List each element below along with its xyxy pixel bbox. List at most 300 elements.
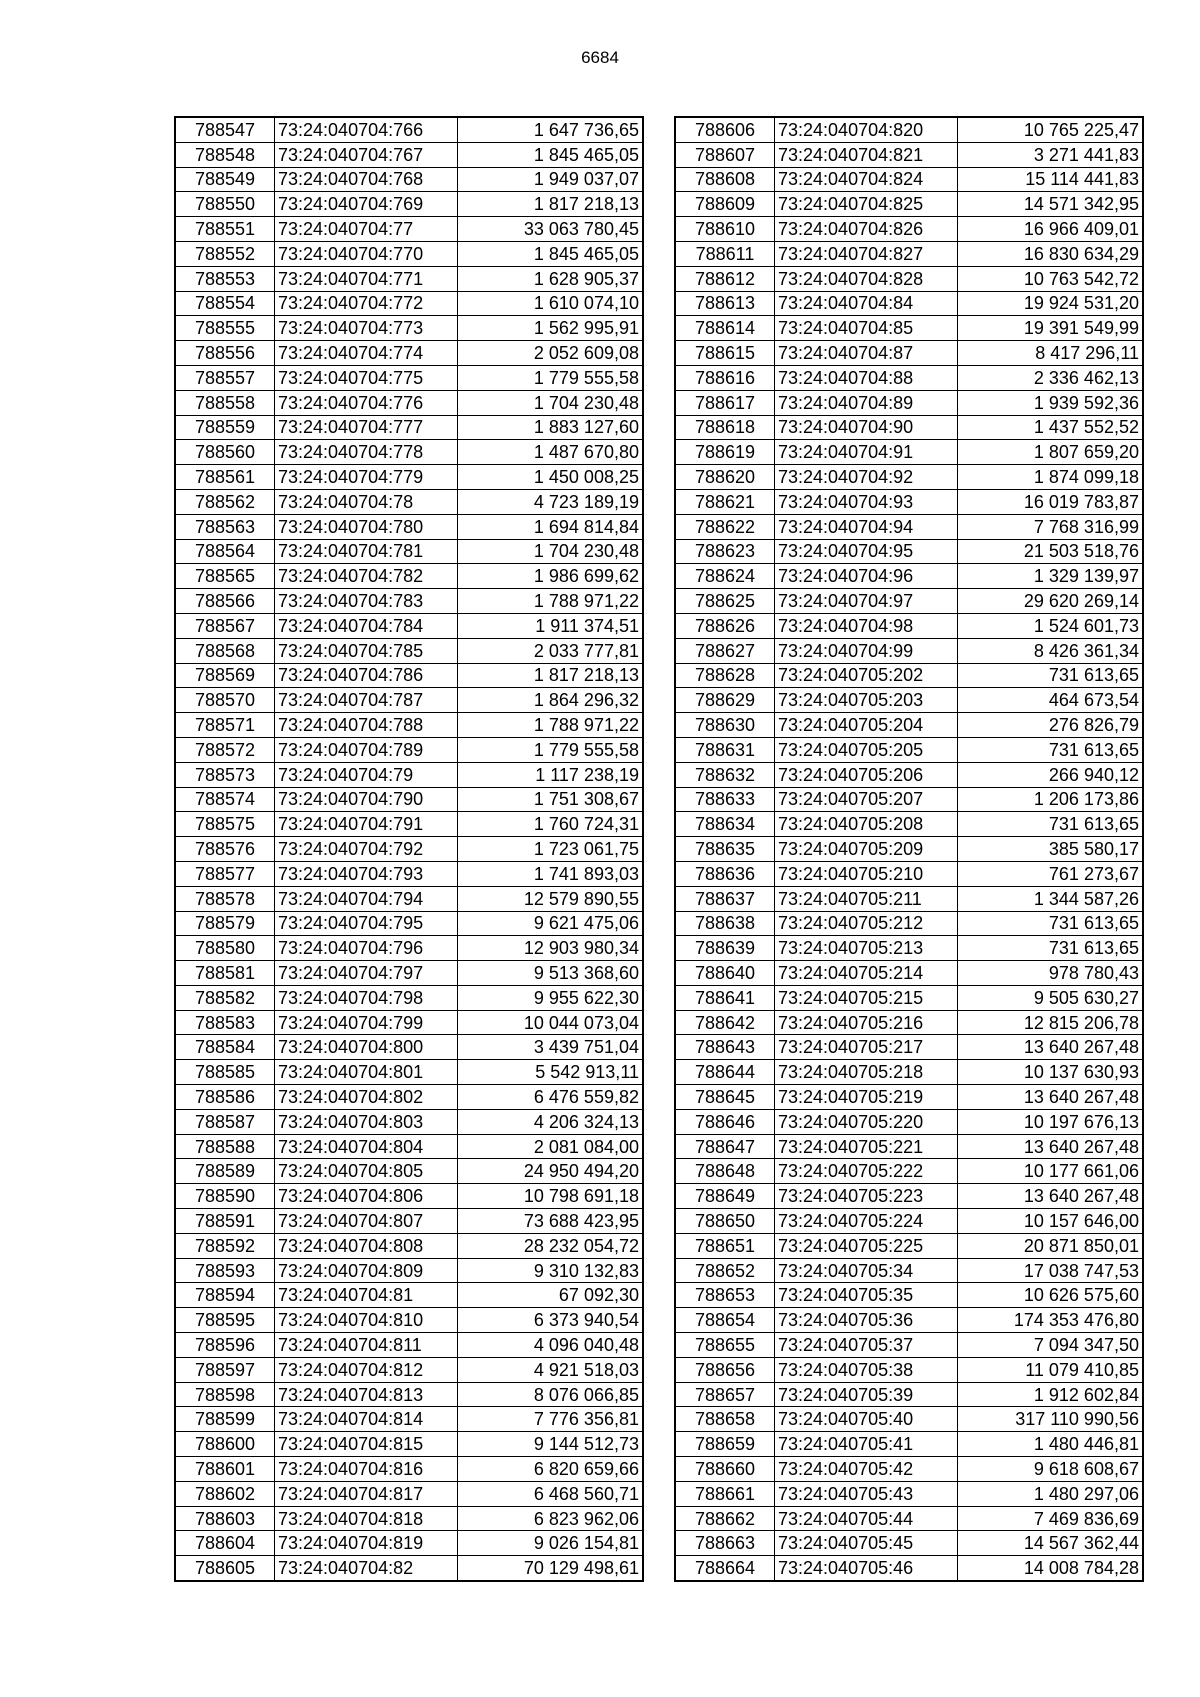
table-row — [675, 1531, 1143, 1556]
row-number-cell: 788653 — [675, 1283, 775, 1308]
table-row — [675, 762, 1143, 787]
cadastral-number-cell: 73:24:040705:40 — [775, 1407, 958, 1432]
value-cell: 1 647 736,65 — [458, 117, 644, 142]
row-number-cell: 788555 — [175, 316, 275, 341]
value-cell: 4 206 324,13 — [458, 1109, 644, 1134]
cadastral-number-cell: 73:24:040704:79 — [275, 762, 458, 787]
value-cell: 14 567 362,44 — [958, 1531, 1144, 1556]
cadastral-number-cell: 73:24:040705:212 — [775, 911, 958, 936]
cadastral-number-cell: 73:24:040705:218 — [775, 1060, 958, 1085]
row-number-cell: 788568 — [175, 638, 275, 663]
cadastral-number-cell: 73:24:040704:774 — [275, 341, 458, 366]
value-cell: 9 310 132,83 — [458, 1258, 644, 1283]
table-row — [175, 1283, 643, 1308]
cadastral-number-cell: 73:24:040704:821 — [775, 142, 958, 167]
cadastral-number-cell: 73:24:040704:783 — [275, 589, 458, 614]
table-row — [175, 762, 643, 787]
value-cell: 67 092,30 — [458, 1283, 644, 1308]
value-cell: 11 079 410,85 — [958, 1357, 1144, 1382]
table-row — [675, 1481, 1143, 1506]
cadastral-number-cell: 73:24:040704:776 — [275, 390, 458, 415]
cadastral-number-cell: 73:24:040704:807 — [275, 1209, 458, 1234]
row-number-cell: 788556 — [175, 341, 275, 366]
row-number-cell: 788582 — [175, 985, 275, 1010]
table-row — [675, 1184, 1143, 1209]
cadastral-number-cell: 73:24:040704:799 — [275, 1010, 458, 1035]
cadastral-number-cell: 73:24:040704:793 — [275, 861, 458, 886]
row-number-cell: 788627 — [675, 638, 775, 663]
value-cell: 21 503 518,76 — [958, 539, 1144, 564]
row-number-cell: 788596 — [175, 1333, 275, 1358]
row-number-cell: 788602 — [175, 1481, 275, 1506]
cadastral-number-cell: 73:24:040704:810 — [275, 1308, 458, 1333]
cadastral-number-cell: 73:24:040704:766 — [275, 117, 458, 142]
row-number-cell: 788638 — [675, 911, 775, 936]
table-row — [175, 390, 643, 415]
cadastral-number-cell: 73:24:040705:219 — [775, 1085, 958, 1110]
table-row — [175, 316, 643, 341]
value-cell: 12 815 206,78 — [958, 1010, 1144, 1035]
value-cell: 12 579 890,55 — [458, 886, 644, 911]
row-number-cell: 788590 — [175, 1184, 275, 1209]
value-cell: 70 129 498,61 — [458, 1556, 644, 1581]
cadastral-number-cell: 73:24:040704:85 — [775, 316, 958, 341]
value-cell: 1 751 308,67 — [458, 787, 644, 812]
value-cell: 1 788 971,22 — [458, 713, 644, 738]
cadastral-number-cell: 73:24:040705:210 — [775, 861, 958, 886]
table-row — [675, 861, 1143, 886]
row-number-cell: 788558 — [175, 390, 275, 415]
cadastral-number-cell: 73:24:040704:778 — [275, 440, 458, 465]
table-row — [675, 1209, 1143, 1234]
value-cell: 16 966 409,01 — [958, 217, 1144, 242]
row-number-cell: 788604 — [175, 1531, 275, 1556]
cadastral-number-cell: 73:24:040704:88 — [775, 365, 958, 390]
table-row — [175, 861, 643, 886]
value-cell: 14 008 784,28 — [958, 1556, 1144, 1581]
row-number-cell: 788547 — [175, 117, 275, 142]
cadastral-number-cell: 73:24:040705:44 — [775, 1506, 958, 1531]
cadastral-number-cell: 73:24:040705:216 — [775, 1010, 958, 1035]
cadastral-number-cell: 73:24:040704:809 — [275, 1258, 458, 1283]
cadastral-number-cell: 73:24:040704:93 — [775, 489, 958, 514]
cadastral-number-cell: 73:24:040704:818 — [275, 1506, 458, 1531]
table-row — [675, 489, 1143, 514]
cadastral-number-cell: 73:24:040704:795 — [275, 911, 458, 936]
value-cell: 1 779 555,58 — [458, 365, 644, 390]
table-row — [675, 365, 1143, 390]
cadastral-number-cell: 73:24:040705:35 — [775, 1283, 958, 1308]
cadastral-number-cell: 73:24:040705:214 — [775, 961, 958, 986]
row-number-cell: 788615 — [675, 341, 775, 366]
row-number-cell: 788623 — [675, 539, 775, 564]
table-row — [175, 440, 643, 465]
row-number-cell: 788662 — [675, 1506, 775, 1531]
row-number-cell: 788578 — [175, 886, 275, 911]
table-row — [675, 589, 1143, 614]
cadastral-number-cell: 73:24:040704:782 — [275, 564, 458, 589]
cadastral-number-cell: 73:24:040704:826 — [775, 217, 958, 242]
table-row — [675, 713, 1143, 738]
row-number-cell: 788628 — [675, 663, 775, 688]
table-row — [675, 266, 1143, 291]
table-row — [675, 638, 1143, 663]
table-row — [175, 365, 643, 390]
value-cell: 33 063 780,45 — [458, 217, 644, 242]
table-row — [175, 1357, 643, 1382]
cadastral-number-cell: 73:24:040705:204 — [775, 713, 958, 738]
table-row — [175, 737, 643, 762]
table-row — [675, 1159, 1143, 1184]
cadastral-number-cell: 73:24:040704:805 — [275, 1159, 458, 1184]
value-cell: 4 921 518,03 — [458, 1357, 644, 1382]
table-row — [175, 1134, 643, 1159]
value-cell: 1 949 037,07 — [458, 167, 644, 192]
row-number-cell: 788606 — [675, 117, 775, 142]
value-cell: 761 273,67 — [958, 861, 1144, 886]
cadastral-number-cell: 73:24:040704:94 — [775, 514, 958, 539]
row-number-cell: 788645 — [675, 1085, 775, 1110]
value-cell: 317 110 990,56 — [958, 1407, 1144, 1432]
row-number-cell: 788605 — [175, 1556, 275, 1581]
table-row — [175, 167, 643, 192]
value-cell: 6 823 962,06 — [458, 1506, 644, 1531]
cadastral-number-cell: 73:24:040705:205 — [775, 737, 958, 762]
table-row — [675, 192, 1143, 217]
cadastral-number-cell: 73:24:040704:813 — [275, 1382, 458, 1407]
value-cell: 8 076 066,85 — [458, 1382, 644, 1407]
value-cell: 1 117 238,19 — [458, 762, 644, 787]
value-cell: 5 542 913,11 — [458, 1060, 644, 1085]
table-row — [175, 341, 643, 366]
row-number-cell: 788610 — [675, 217, 775, 242]
row-number-cell: 788609 — [675, 192, 775, 217]
value-cell: 1 628 905,37 — [458, 266, 644, 291]
cadastral-number-cell: 73:24:040704:780 — [275, 514, 458, 539]
value-cell: 9 505 630,27 — [958, 985, 1144, 1010]
cadastral-number-cell: 73:24:040704:78 — [275, 489, 458, 514]
row-number-cell: 788655 — [675, 1333, 775, 1358]
value-cell: 10 157 646,00 — [958, 1209, 1144, 1234]
table-row — [675, 1109, 1143, 1134]
cadastral-number-cell: 73:24:040705:222 — [775, 1159, 958, 1184]
table-row — [175, 812, 643, 837]
value-cell: 1 524 601,73 — [958, 613, 1144, 638]
cadastral-number-cell: 73:24:040704:770 — [275, 241, 458, 266]
table-row — [175, 1531, 643, 1556]
table-row — [675, 564, 1143, 589]
value-cell: 2 081 084,00 — [458, 1134, 644, 1159]
table-row — [675, 985, 1143, 1010]
cadastral-number-cell: 73:24:040705:225 — [775, 1233, 958, 1258]
cadastral-number-cell: 73:24:040704:785 — [275, 638, 458, 663]
row-number-cell: 788551 — [175, 217, 275, 242]
value-cell: 15 114 441,83 — [958, 167, 1144, 192]
cadastral-number-cell: 73:24:040704:84 — [775, 291, 958, 316]
row-number-cell: 788595 — [175, 1308, 275, 1333]
row-number-cell: 788581 — [175, 961, 275, 986]
value-cell: 9 513 368,60 — [458, 961, 644, 986]
row-number-cell: 788618 — [675, 415, 775, 440]
value-cell: 731 613,65 — [958, 812, 1144, 837]
value-cell: 1 694 814,84 — [458, 514, 644, 539]
value-cell: 1 912 602,84 — [958, 1382, 1144, 1407]
value-cell: 10 177 661,06 — [958, 1159, 1144, 1184]
row-number-cell: 788642 — [675, 1010, 775, 1035]
cadastral-number-cell: 73:24:040705:220 — [775, 1109, 958, 1134]
row-number-cell: 788624 — [675, 564, 775, 589]
table-row — [175, 1258, 643, 1283]
row-number-cell: 788584 — [175, 1035, 275, 1060]
value-cell: 13 640 267,48 — [958, 1035, 1144, 1060]
value-cell: 20 871 850,01 — [958, 1233, 1144, 1258]
table-row — [675, 1010, 1143, 1035]
cadastral-number-cell: 73:24:040705:34 — [775, 1258, 958, 1283]
table-row — [175, 1184, 643, 1209]
row-number-cell: 788608 — [675, 167, 775, 192]
value-cell: 7 776 356,81 — [458, 1407, 644, 1432]
value-cell: 10 626 575,60 — [958, 1283, 1144, 1308]
value-cell: 1 939 592,36 — [958, 390, 1144, 415]
cadastral-number-cell: 73:24:040704:801 — [275, 1060, 458, 1085]
row-number-cell: 788552 — [175, 241, 275, 266]
cadastral-number-cell: 73:24:040704:803 — [275, 1109, 458, 1134]
row-number-cell: 788612 — [675, 266, 775, 291]
row-number-cell: 788635 — [675, 837, 775, 862]
row-number-cell: 788663 — [675, 1531, 775, 1556]
cadastral-number-cell: 73:24:040705:209 — [775, 837, 958, 862]
table-row — [675, 837, 1143, 862]
cadastral-number-cell: 73:24:040705:41 — [775, 1432, 958, 1457]
value-cell: 24 950 494,20 — [458, 1159, 644, 1184]
table-row — [175, 266, 643, 291]
row-number-cell: 788611 — [675, 241, 775, 266]
value-cell: 1 986 699,62 — [458, 564, 644, 589]
value-cell: 2 033 777,81 — [458, 638, 644, 663]
row-number-cell: 788632 — [675, 762, 775, 787]
table-row — [175, 1085, 643, 1110]
row-number-cell: 788619 — [675, 440, 775, 465]
row-number-cell: 788639 — [675, 936, 775, 961]
value-cell: 3 439 751,04 — [458, 1035, 644, 1060]
cadastral-number-cell: 73:24:040704:808 — [275, 1233, 458, 1258]
cadastral-number-cell: 73:24:040705:208 — [775, 812, 958, 837]
table-row — [675, 1357, 1143, 1382]
table-row — [675, 1134, 1143, 1159]
table-row — [675, 936, 1143, 961]
value-cell: 1 864 296,32 — [458, 688, 644, 713]
value-cell: 29 620 269,14 — [958, 589, 1144, 614]
row-number-cell: 788594 — [175, 1283, 275, 1308]
cadastral-number-cell: 73:24:040704:768 — [275, 167, 458, 192]
cadastral-number-cell: 73:24:040705:38 — [775, 1357, 958, 1382]
row-number-cell: 788560 — [175, 440, 275, 465]
cadastral-number-cell: 73:24:040704:779 — [275, 465, 458, 490]
value-cell: 2 336 462,13 — [958, 365, 1144, 390]
cadastral-number-cell: 73:24:040704:786 — [275, 663, 458, 688]
table-row — [175, 1556, 643, 1581]
value-cell: 385 580,17 — [958, 837, 1144, 862]
cadastral-number-cell: 73:24:040705:215 — [775, 985, 958, 1010]
table-row — [675, 1432, 1143, 1457]
value-cell: 1 450 008,25 — [458, 465, 644, 490]
table-row — [175, 1382, 643, 1407]
row-number-cell: 788570 — [175, 688, 275, 713]
table-row — [675, 663, 1143, 688]
cadastral-number-cell: 73:24:040704:827 — [775, 241, 958, 266]
row-number-cell: 788601 — [175, 1457, 275, 1482]
cadastral-number-cell: 73:24:040704:95 — [775, 539, 958, 564]
cadastral-number-cell: 73:24:040704:775 — [275, 365, 458, 390]
table-row — [175, 514, 643, 539]
cadastral-number-cell: 73:24:040704:777 — [275, 415, 458, 440]
value-cell: 1 704 230,48 — [458, 539, 644, 564]
table-row — [175, 1209, 643, 1234]
cadastral-number-cell: 73:24:040705:36 — [775, 1308, 958, 1333]
cadastral-number-cell: 73:24:040704:96 — [775, 564, 958, 589]
table-row — [675, 440, 1143, 465]
value-cell: 9 026 154,81 — [458, 1531, 644, 1556]
value-cell: 13 640 267,48 — [958, 1085, 1144, 1110]
table-row — [675, 167, 1143, 192]
row-number-cell: 788598 — [175, 1382, 275, 1407]
value-cell: 1 741 893,03 — [458, 861, 644, 886]
table-row — [675, 117, 1143, 142]
value-cell: 174 353 476,80 — [958, 1308, 1144, 1333]
cadastral-number-cell: 73:24:040705:207 — [775, 787, 958, 812]
cadastral-number-cell: 73:24:040705:39 — [775, 1382, 958, 1407]
table-row — [175, 1035, 643, 1060]
row-number-cell: 788592 — [175, 1233, 275, 1258]
value-cell: 464 673,54 — [958, 688, 1144, 713]
cadastral-number-cell: 73:24:040704:811 — [275, 1333, 458, 1358]
value-cell: 731 613,65 — [958, 936, 1144, 961]
table-row — [675, 911, 1143, 936]
row-number-cell: 788548 — [175, 142, 275, 167]
value-cell: 6 820 659,66 — [458, 1457, 644, 1482]
row-number-cell: 788630 — [675, 713, 775, 738]
value-cell: 10 137 630,93 — [958, 1060, 1144, 1085]
cadastral-number-cell: 73:24:040704:98 — [775, 613, 958, 638]
row-number-cell: 788554 — [175, 291, 275, 316]
cadastral-number-cell: 73:24:040705:43 — [775, 1481, 958, 1506]
table-row — [675, 1506, 1143, 1531]
row-number-cell: 788587 — [175, 1109, 275, 1134]
value-cell: 13 640 267,48 — [958, 1184, 1144, 1209]
row-number-cell: 788647 — [675, 1134, 775, 1159]
row-number-cell: 788599 — [175, 1407, 275, 1432]
row-number-cell: 788588 — [175, 1134, 275, 1159]
cadastral-number-cell: 73:24:040704:767 — [275, 142, 458, 167]
table-row — [675, 241, 1143, 266]
cadastral-number-cell: 73:24:040705:202 — [775, 663, 958, 688]
row-number-cell: 788658 — [675, 1407, 775, 1432]
table-row — [175, 613, 643, 638]
value-cell: 7 094 347,50 — [958, 1333, 1144, 1358]
row-number-cell: 788661 — [675, 1481, 775, 1506]
table-row — [675, 1258, 1143, 1283]
row-number-cell: 788562 — [175, 489, 275, 514]
row-number-cell: 788564 — [175, 539, 275, 564]
value-cell: 1 760 724,31 — [458, 812, 644, 837]
cadastral-number-cell: 73:24:040704:804 — [275, 1134, 458, 1159]
value-cell: 1 437 552,52 — [958, 415, 1144, 440]
table-row — [175, 1010, 643, 1035]
row-number-cell: 788651 — [675, 1233, 775, 1258]
row-number-cell: 788583 — [175, 1010, 275, 1035]
cadastral-number-cell: 73:24:040704:781 — [275, 539, 458, 564]
row-number-cell: 788586 — [175, 1085, 275, 1110]
cadastral-number-cell: 73:24:040704:791 — [275, 812, 458, 837]
table-row — [675, 390, 1143, 415]
table-row — [675, 1382, 1143, 1407]
cadastral-number-cell: 73:24:040704:771 — [275, 266, 458, 291]
table-row — [675, 787, 1143, 812]
row-number-cell: 788636 — [675, 861, 775, 886]
cadastral-number-cell: 73:24:040705:223 — [775, 1184, 958, 1209]
table-row — [175, 787, 643, 812]
value-cell: 1 817 218,13 — [458, 663, 644, 688]
row-number-cell: 788617 — [675, 390, 775, 415]
table-row — [175, 961, 643, 986]
cadastral-number-cell: 73:24:040704:796 — [275, 936, 458, 961]
row-number-cell: 788569 — [175, 663, 275, 688]
table-row — [175, 1457, 643, 1482]
row-number-cell: 788591 — [175, 1209, 275, 1234]
table-row — [175, 241, 643, 266]
value-cell: 9 621 475,06 — [458, 911, 644, 936]
row-number-cell: 788621 — [675, 489, 775, 514]
row-number-cell: 788565 — [175, 564, 275, 589]
table-row — [175, 837, 643, 862]
value-cell: 276 826,79 — [958, 713, 1144, 738]
row-number-cell: 788659 — [675, 1432, 775, 1457]
table-row — [175, 936, 643, 961]
row-number-cell: 788633 — [675, 787, 775, 812]
row-number-cell: 788643 — [675, 1035, 775, 1060]
table-row — [175, 1407, 643, 1432]
value-cell: 12 903 980,34 — [458, 936, 644, 961]
value-cell: 4 096 040,48 — [458, 1333, 644, 1358]
row-number-cell: 788597 — [175, 1357, 275, 1382]
row-number-cell: 788629 — [675, 688, 775, 713]
table-row — [175, 1506, 643, 1531]
row-number-cell: 788634 — [675, 812, 775, 837]
cadastral-number-cell: 73:24:040704:802 — [275, 1085, 458, 1110]
row-number-cell: 788550 — [175, 192, 275, 217]
value-cell: 1 562 995,91 — [458, 316, 644, 341]
row-number-cell: 788557 — [175, 365, 275, 390]
cadastral-number-cell: 73:24:040704:790 — [275, 787, 458, 812]
row-number-cell: 788573 — [175, 762, 275, 787]
table-row — [175, 589, 643, 614]
cadastral-number-cell: 73:24:040705:221 — [775, 1134, 958, 1159]
value-cell: 1 874 099,18 — [958, 465, 1144, 490]
table-row — [675, 415, 1143, 440]
cadastral-number-cell: 73:24:040705:46 — [775, 1556, 958, 1581]
row-number-cell: 788563 — [175, 514, 275, 539]
value-cell: 978 780,43 — [958, 961, 1144, 986]
table-row — [675, 688, 1143, 713]
cadastral-number-cell: 73:24:040704:815 — [275, 1432, 458, 1457]
value-cell: 1 845 465,05 — [458, 241, 644, 266]
table-row — [675, 316, 1143, 341]
table-row — [675, 142, 1143, 167]
table-row — [175, 1060, 643, 1085]
value-cell: 2 052 609,08 — [458, 341, 644, 366]
row-number-cell: 788644 — [675, 1060, 775, 1085]
row-number-cell: 788571 — [175, 713, 275, 738]
